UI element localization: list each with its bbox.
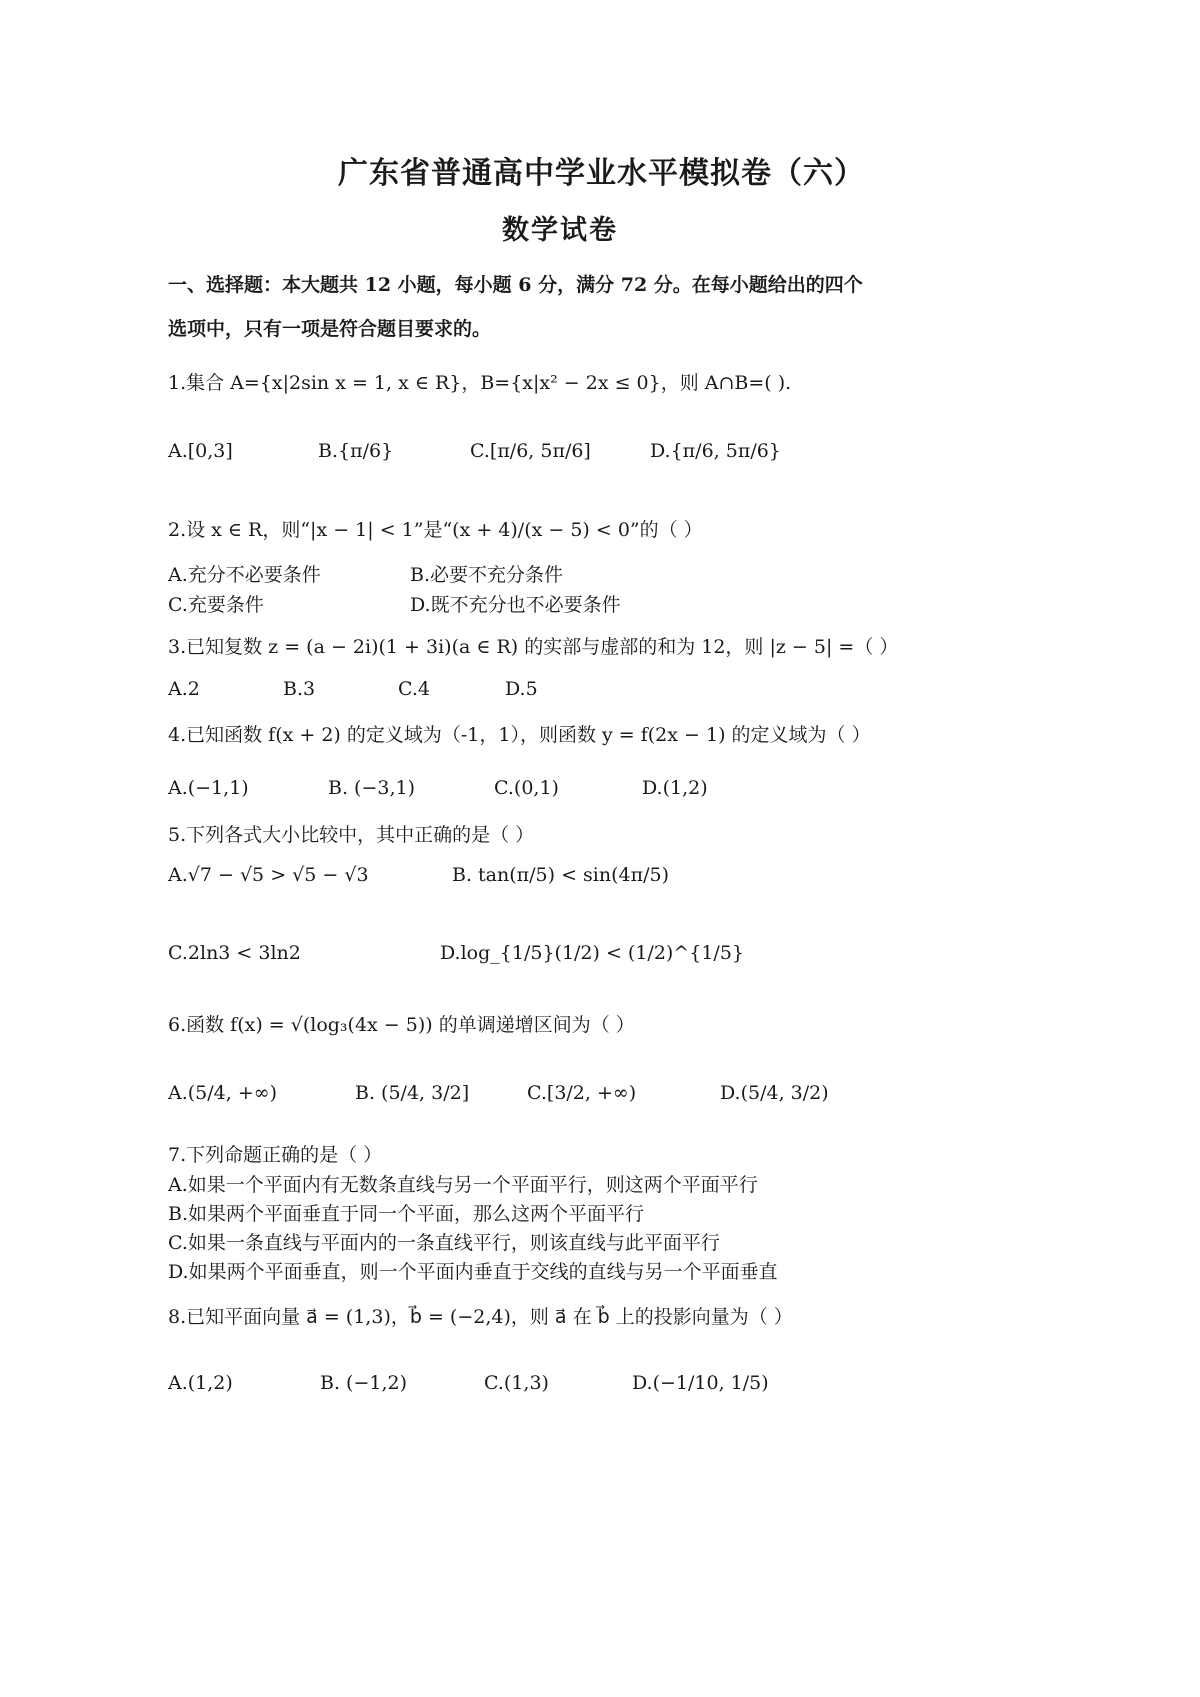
question-3-option-b: B.3: [283, 678, 316, 700]
question-7-option-b: B.如果两个平面垂直于同一个平面，那么这两个平面平行: [168, 1203, 645, 1225]
question-8-option-a: A.(1,2): [168, 1372, 233, 1394]
question-7-stem: 7.下列命题正确的是（ ）: [168, 1144, 383, 1166]
question-6-stem: 6.函数 f(x) = √(log₃(4x − 5)) 的单调递增区间为（ ）: [168, 1014, 635, 1036]
question-5-option-a: A.√7 − √5 > √5 − √3: [168, 864, 369, 886]
question-1-stem: 1.集合 A={x|2sin x = 1, x ∈ R}，B={x|x² − 2x ≤ 0}，则 A∩B=( ).: [168, 372, 792, 394]
question-2-stem: 2.设 x ∈ R，则“|x − 1| < 1”是“(x + 4)/(x − 5) < 0”的（ ）: [168, 519, 703, 541]
question-8-stem: 8.已知平面向量 a⃗ = (1,3)，b⃗ = (−2,4)，则 a⃗ 在 b⃗ 上的投影向量为（ ）: [168, 1306, 793, 1328]
question-8-option-c: C.(1,3): [484, 1372, 549, 1394]
question-3-option-a: A.2: [168, 678, 200, 700]
question-5-stem: 5.下列各式大小比较中，其中正确的是（ ）: [168, 824, 535, 846]
question-4-option-b: B. (−3,1): [328, 777, 416, 799]
question-5-option-c: C.2ln3 < 3ln2: [168, 942, 301, 964]
question-5-option-b: B. tan(π/5) < sin(4π/5): [452, 864, 669, 886]
question-3-stem: 3.已知复数 z = (a − 2i)(1 + 3i)(a ∈ R) 的实部与虚部的和为 12，则 |z − 5| =（ ）: [168, 636, 899, 658]
question-7-option-a: A.如果一个平面内有无数条直线与另一个平面平行，则这两个平面平行: [168, 1174, 758, 1196]
question-2-option-c: C.充要条件: [168, 594, 264, 616]
question-1-option-b: B.{π/6}: [318, 440, 394, 462]
question-1-option-c: C.[π/6, 5π/6]: [470, 440, 591, 462]
page-subtitle: 数学试卷: [502, 215, 618, 246]
question-6-option-c: C.[3/2, +∞): [527, 1082, 637, 1104]
question-2-option-d: D.既不充分也不必要条件: [410, 594, 621, 616]
question-8-option-d: D.(−1/10, 1/5): [632, 1372, 769, 1394]
question-3-option-d: D.5: [505, 678, 538, 700]
question-4-option-c: C.(0,1): [494, 777, 559, 799]
question-7-option-c: C.如果一条直线与平面内的一条直线平行，则该直线与此平面平行: [168, 1232, 720, 1254]
question-3-option-c: C.4: [398, 678, 430, 700]
page-title: 广东省普通高中学业水平模拟卷（六）: [338, 156, 865, 191]
question-4-stem: 4.已知函数 f(x + 2) 的定义域为（-1，1），则函数 y = f(2x − 1) 的定义域为（ ）: [168, 724, 871, 746]
question-6-option-a: A.(5/4, +∞): [168, 1082, 277, 1104]
question-7-option-d: D.如果两个平面垂直，则一个平面内垂直于交线的直线与另一个平面垂直: [168, 1261, 778, 1283]
section-heading-line2: 选项中，只有一项是符合题目要求的。: [168, 318, 492, 340]
question-8-option-b: B. (−1,2): [320, 1372, 408, 1394]
question-5-option-d: D.log_{1/5}(1/2) < (1/2)^{1/5}: [440, 942, 745, 964]
question-6-option-d: D.(5/4, 3/2): [720, 1082, 829, 1104]
section-heading-line1: 一、选择题：本大题共 12 小题，每小题 6 分，满分 72 分。在每小题给出的四个: [168, 274, 863, 296]
question-2-option-a: A.充分不必要条件: [168, 564, 321, 586]
question-6-option-b: B. (5/4, 3/2]: [355, 1082, 470, 1104]
question-1-option-a: A.[0,3]: [168, 440, 233, 462]
question-2-option-b: B.必要不充分条件: [410, 564, 564, 586]
question-4-option-a: A.(−1,1): [168, 777, 249, 799]
question-1-option-d: D.{π/6, 5π/6}: [650, 440, 781, 462]
question-4-option-d: D.(1,2): [642, 777, 708, 799]
